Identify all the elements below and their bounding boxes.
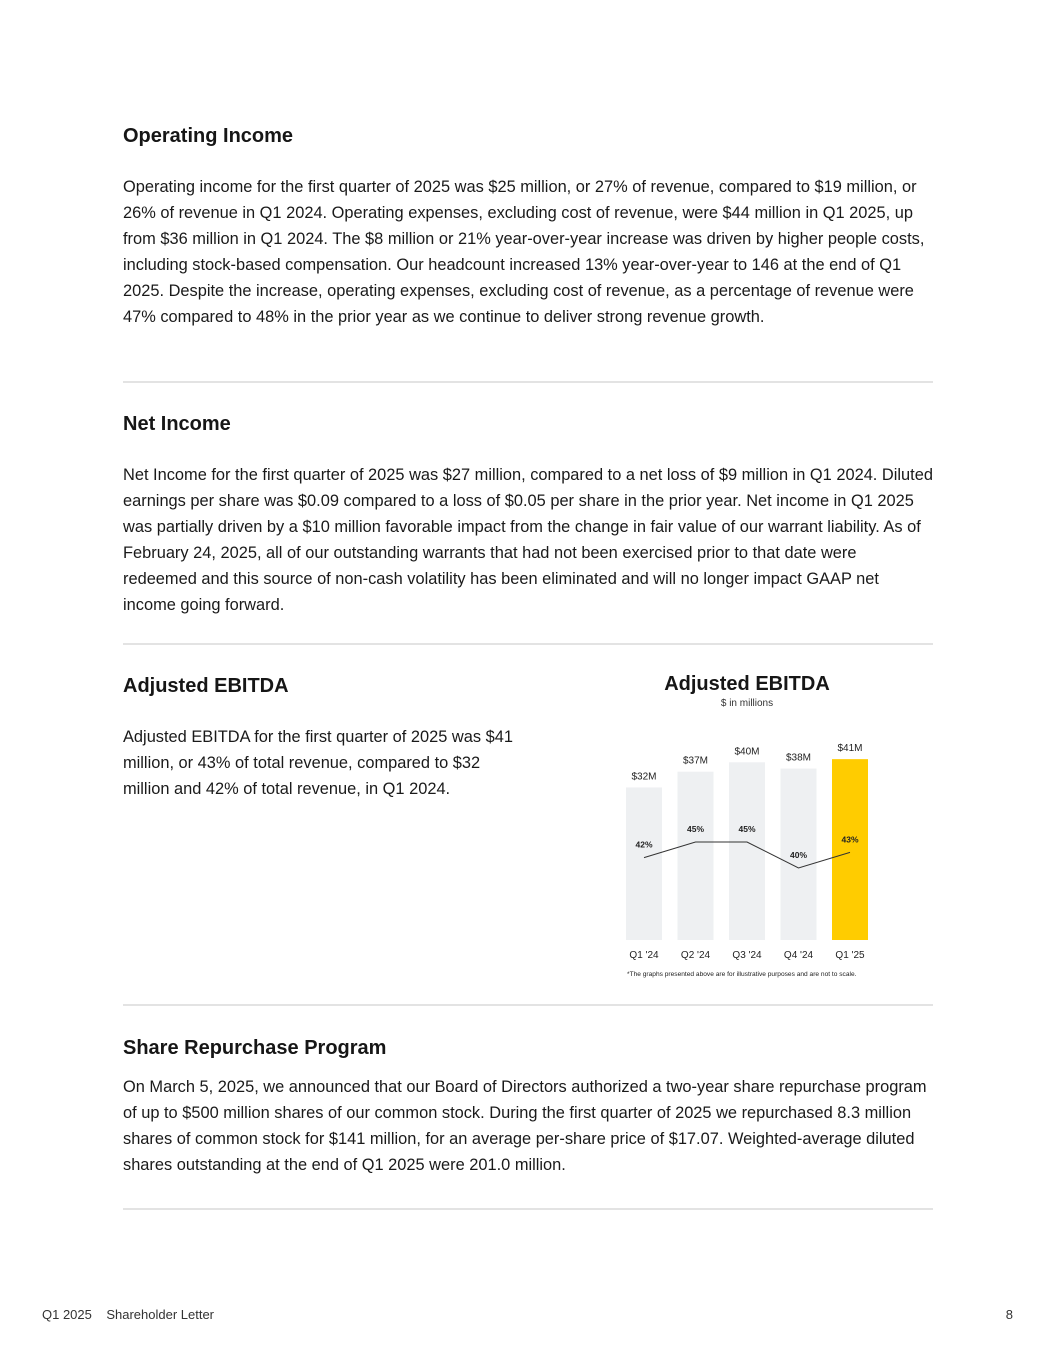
bar-value-label: $32M xyxy=(631,771,657,783)
page-number: 8 xyxy=(1005,1307,1013,1322)
net-income-paragraph: Net Income for the first quarter of 2025 was $27 million, compared to a net loss of $9 million in Q1 2024. Diluted earnings per share was $0.09 compared to a loss of $0.05 per share in the prior year. Net income in Q1 2025 was partially driven by a $10 million favorable impact from the change in fair value of our warrant liability. As of February 24, 2025, all of our outstanding warrants that had not been exercised prior to that date were redeemed and this source of non-cash volatility has been eliminated and will no longer impact GAAP net income going forward. xyxy=(123,466,933,614)
divider xyxy=(123,381,933,383)
net-income-heading: Net Income xyxy=(123,413,231,435)
footer-document-label: Q1 2025 Shareholder Letter xyxy=(42,1307,215,1322)
adjusted-ebitda-paragraph: Adjusted EBITDA for the first quarter of 2025 was $41 million, or 43% of total revenue, compared to $32 million and 42% of total revenue, in Q1 2024. xyxy=(123,728,513,798)
divider xyxy=(123,1208,933,1210)
chart-subtitle: $ in millions xyxy=(720,698,774,709)
chart-footnote: *The graphs presented above are for illustrative purposes and are not to scale. xyxy=(627,971,857,978)
x-tick-label: Q2 '24 xyxy=(680,950,711,961)
operating-income-heading: Operating Income xyxy=(123,125,294,147)
x-tick-label: Q3 '24 xyxy=(732,950,762,961)
operating-income-paragraph: Operating income for the first quarter of 2025 was $25 million, or 27% of revenue, compared to $19 million, or 26% of revenue in Q1 2024. Operating expenses, excluding cost of revenue, were $44 million in Q1 2025, up from $36 million in Q1 2024. The $8 million or 21% year-over-year increase was driven by higher people costs, including stock-based compensation. Our headcount increased 13% year-over-year to 146 at the end of Q1 2025. Despite the increase, operating expenses, excluding cost of revenue, as a percentage of revenue were 47% compared to 48% in the prior year as we continue to deliver strong revenue growth. xyxy=(123,178,925,326)
divider xyxy=(123,1004,933,1006)
x-tick-label: Q1 '24 xyxy=(629,950,659,961)
margin-label: 45% xyxy=(686,824,705,834)
x-tick-label: Q4 '24 xyxy=(783,950,814,961)
net-income-section xyxy=(123,411,933,618)
margin-label: 45% xyxy=(738,824,756,834)
bar-value-label: $37M xyxy=(682,755,709,767)
bar xyxy=(832,759,868,940)
divider xyxy=(123,643,933,645)
adjusted-ebitda-heading: Adjusted EBITDA xyxy=(123,675,289,697)
adjusted-ebitda-chart xyxy=(612,728,884,968)
chart-title: Adjusted EBITDA xyxy=(664,673,830,695)
margin-label: 42% xyxy=(635,839,653,850)
bar xyxy=(626,787,662,940)
bar xyxy=(678,772,714,940)
margin-label: 43% xyxy=(841,834,859,845)
margin-label: 40% xyxy=(789,850,808,860)
bar-value-label: $41M xyxy=(837,743,863,755)
share-repurchase-section xyxy=(123,1035,933,1178)
operating-income-section xyxy=(123,123,933,330)
share-repurchase-heading: Share Repurchase Program xyxy=(123,1037,387,1059)
adjusted-ebitda-section xyxy=(123,673,523,802)
x-tick-label: Q1 '25 xyxy=(835,950,865,961)
bar xyxy=(729,762,765,940)
bar-value-label: $38M xyxy=(785,752,812,764)
share-repurchase-paragraph: On March 5, 2025, we announced that our Board of Directors authorized a two-year share repurchase program of up to $500 million shares of our common stock. During the first quarter of 2025 we repurchased 8.3 million shares of common stock for $141 million, for an average per-share price of $17.07. Weighted-average diluted shares outstanding at the end of Q1 2025 were 201.0 million. xyxy=(123,1078,927,1174)
bar-value-label: $40M xyxy=(734,746,760,758)
